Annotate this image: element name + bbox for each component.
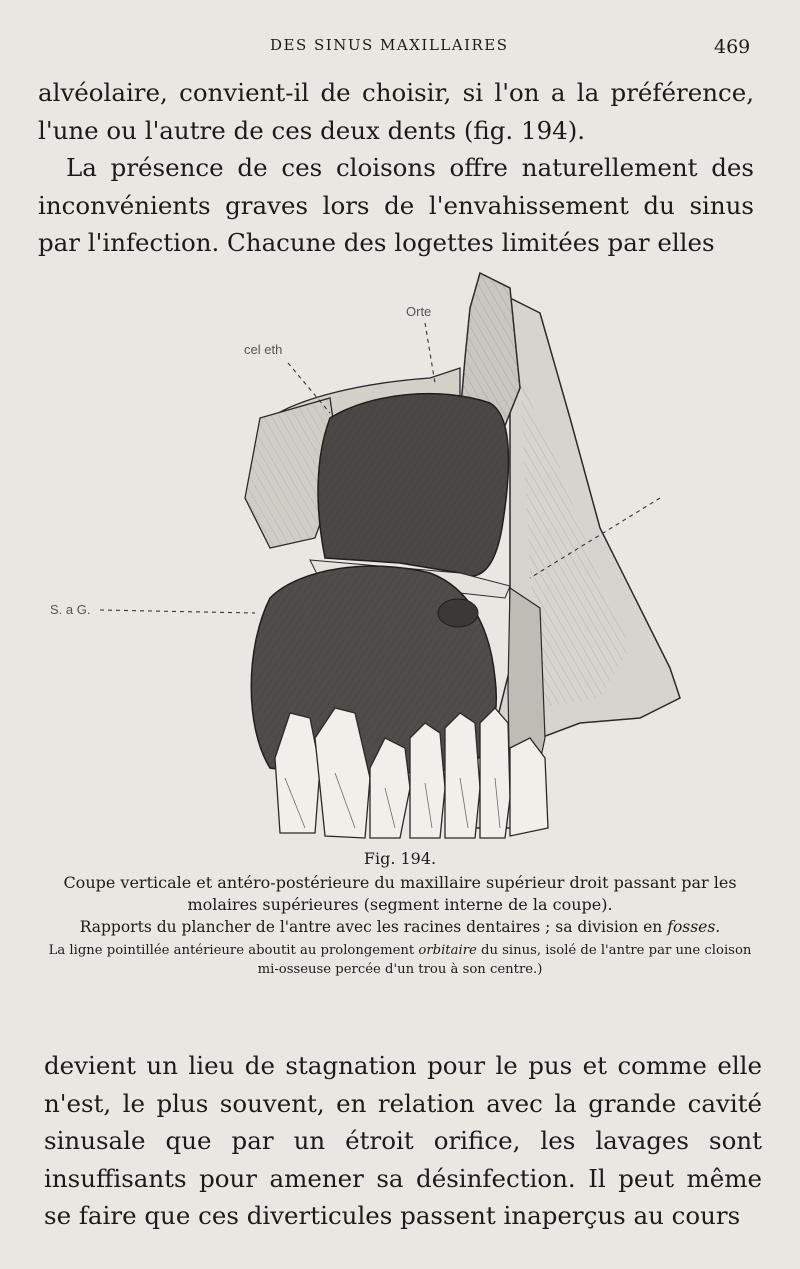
caption-note-italic: orbitaire (418, 943, 477, 958)
top-text-block (38, 74, 754, 262)
caption-line-2-text: Rapports du plancher de l'antre avec les racines dentaires ; sa division en (79, 918, 663, 936)
label-sinus: S. a G. (50, 602, 91, 617)
caption-line-2-italic: fosses. (667, 918, 721, 936)
caption-note-part-2: du sinus, isolé de l'antre par une cloison mi-osseuse percée d'un trou à son centre.) (257, 943, 752, 977)
paragraph-stagnation: devient un lieu de stagnation pour le pus et comme elle n'est, le plus souvent, en relation avec la grande cavité sinusale que par un étroit orifice, les lavages sont insuffisants pour amener sa désinfection. Il peut même se faire que ces diverticules passent inaperçus au cours (44, 1051, 762, 1230)
tooth-5 (445, 713, 480, 838)
caption-note-part-1: La ligne pointillée antérieure aboutit au prolongement (48, 943, 415, 958)
caption-note (38, 941, 762, 979)
label-orbital: Orte (406, 304, 432, 319)
tooth-6 (480, 708, 510, 838)
figure-caption (38, 848, 762, 979)
anatomical-figure (40, 268, 760, 848)
maxillary-section-drawing (40, 268, 760, 848)
paragraph-cloisons: La présence de ces cloisons offre naturellement des inconvénients graves lors de l'envahissement du sinus par l'infection. Chacune des logettes limitées par elles (38, 153, 754, 257)
page-number: 469 (714, 36, 751, 58)
leader-orbital (425, 323, 435, 383)
caption-line-2 (38, 916, 762, 938)
running-header: DES SINUS MAXILLAIRES (270, 36, 509, 54)
caption-line-1: Coupe verticale et antéro-postérieure du maxillaire supérieur droit passant par les molaires supérieures (segment interne de la coupe). (63, 873, 737, 914)
leader-sinus (100, 610, 255, 613)
bottom-text-block (44, 1047, 762, 1235)
label-ethmoid: cel eth (244, 342, 283, 357)
figure-number: Fig. 194. (363, 849, 437, 868)
paragraph-continued: alvéolaire, convient-il de choisir, si l'on a la préférence, l'une ou l'autre de ces deux dents (fig. 194). (38, 78, 754, 145)
septum-hole (438, 599, 478, 627)
tooth-4 (410, 723, 445, 838)
